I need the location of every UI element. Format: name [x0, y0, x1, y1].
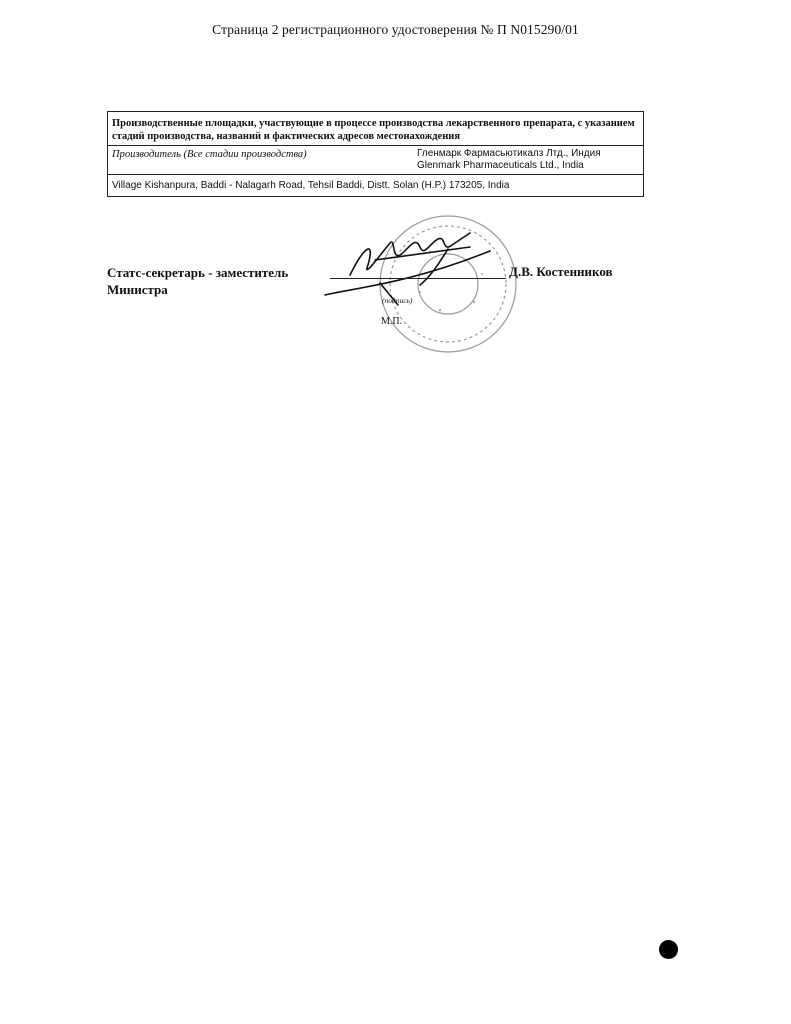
page-marker-dot	[659, 940, 678, 959]
signatory-title-line-1: Статс-секретарь - заместитель	[107, 265, 289, 280]
table-heading: Производственные площадки, участвующие в процессе производства лекарственного препарата, с указанием стадий производства, названий и фактических адресов местонахождения	[108, 112, 644, 146]
table-heading-row	[108, 112, 644, 146]
handwritten-signature	[320, 225, 510, 315]
signature-caption: (подпись)	[382, 296, 413, 305]
stamp-place-mark: М.П.	[381, 316, 403, 327]
company-name-en: Glenmark Pharmaceuticals Ltd., India	[417, 160, 584, 171]
page-header: Страница 2 регистрационного удостоверения № П N015290/01	[212, 22, 579, 37]
manufacturer-role: Производитель (Все стадии производства)	[108, 146, 414, 175]
signatory-title-line-2: Министра	[107, 282, 168, 297]
signatory-name: Д.В. Костенников	[509, 264, 613, 279]
production-sites-table	[107, 111, 644, 197]
signatory-title	[107, 264, 288, 298]
manufacturer-company	[413, 146, 644, 175]
company-name-ru: Гленмарк Фармасьютикалз Лтд., Индия	[417, 148, 601, 159]
signature-line	[330, 278, 506, 279]
table-row	[108, 175, 644, 197]
table-row	[108, 146, 644, 175]
site-address: Village Kishanpura, Baddi - Nalagarh Road, Tehsil Baddi, Distt. Solan (H.P.) 173205, India	[108, 175, 644, 197]
